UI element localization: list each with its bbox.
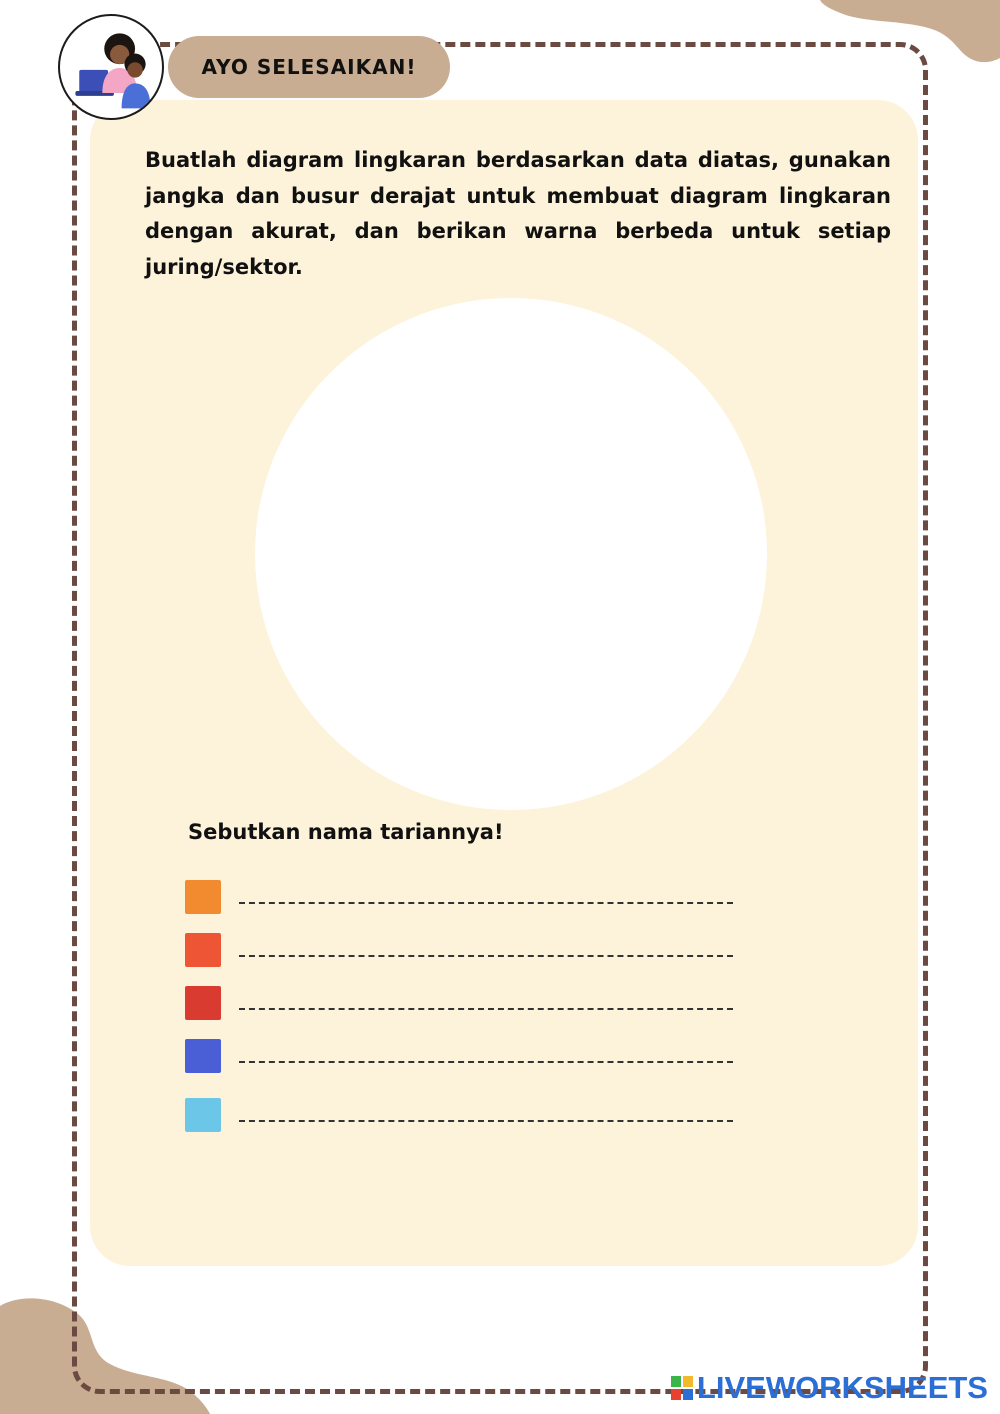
watermark-text: LIVEWORKSHEETS xyxy=(696,1370,988,1405)
avatar xyxy=(58,14,164,120)
legend-item xyxy=(185,929,745,982)
color-swatch-blue xyxy=(185,1039,221,1073)
answer-line[interactable] xyxy=(239,1061,733,1063)
color-swatch-red xyxy=(185,986,221,1020)
liveworksheets-logo-icon xyxy=(671,1376,693,1400)
answer-line[interactable] xyxy=(239,1008,733,1010)
page-title: AYO SELESAIKAN! xyxy=(168,36,450,98)
answer-line[interactable] xyxy=(239,902,733,904)
legend-item xyxy=(185,876,745,929)
color-swatch-red-orange xyxy=(185,933,221,967)
legend-item xyxy=(185,982,745,1035)
color-swatch-orange xyxy=(185,880,221,914)
pie-chart-drawing-area[interactable] xyxy=(255,298,767,810)
answer-line[interactable] xyxy=(239,1120,733,1122)
instruction-text: Buatlah diagram lingkaran berdasarkan data diatas, gunakan jangka dan busur derajat untuk membuat diagram lingkaran dengan akurat, dan berikan warna berbeda untuk setiap juring/sektor. xyxy=(145,148,891,279)
legend-list xyxy=(185,876,745,1147)
answer-line[interactable] xyxy=(239,955,733,957)
legend-item xyxy=(185,1035,745,1088)
watermark xyxy=(671,1370,988,1406)
color-swatch-light-blue xyxy=(185,1098,221,1132)
legend-item xyxy=(185,1094,745,1147)
legend-prompt: Sebutkan nama tariannya! xyxy=(188,820,504,844)
students-illustration-icon xyxy=(60,16,162,118)
